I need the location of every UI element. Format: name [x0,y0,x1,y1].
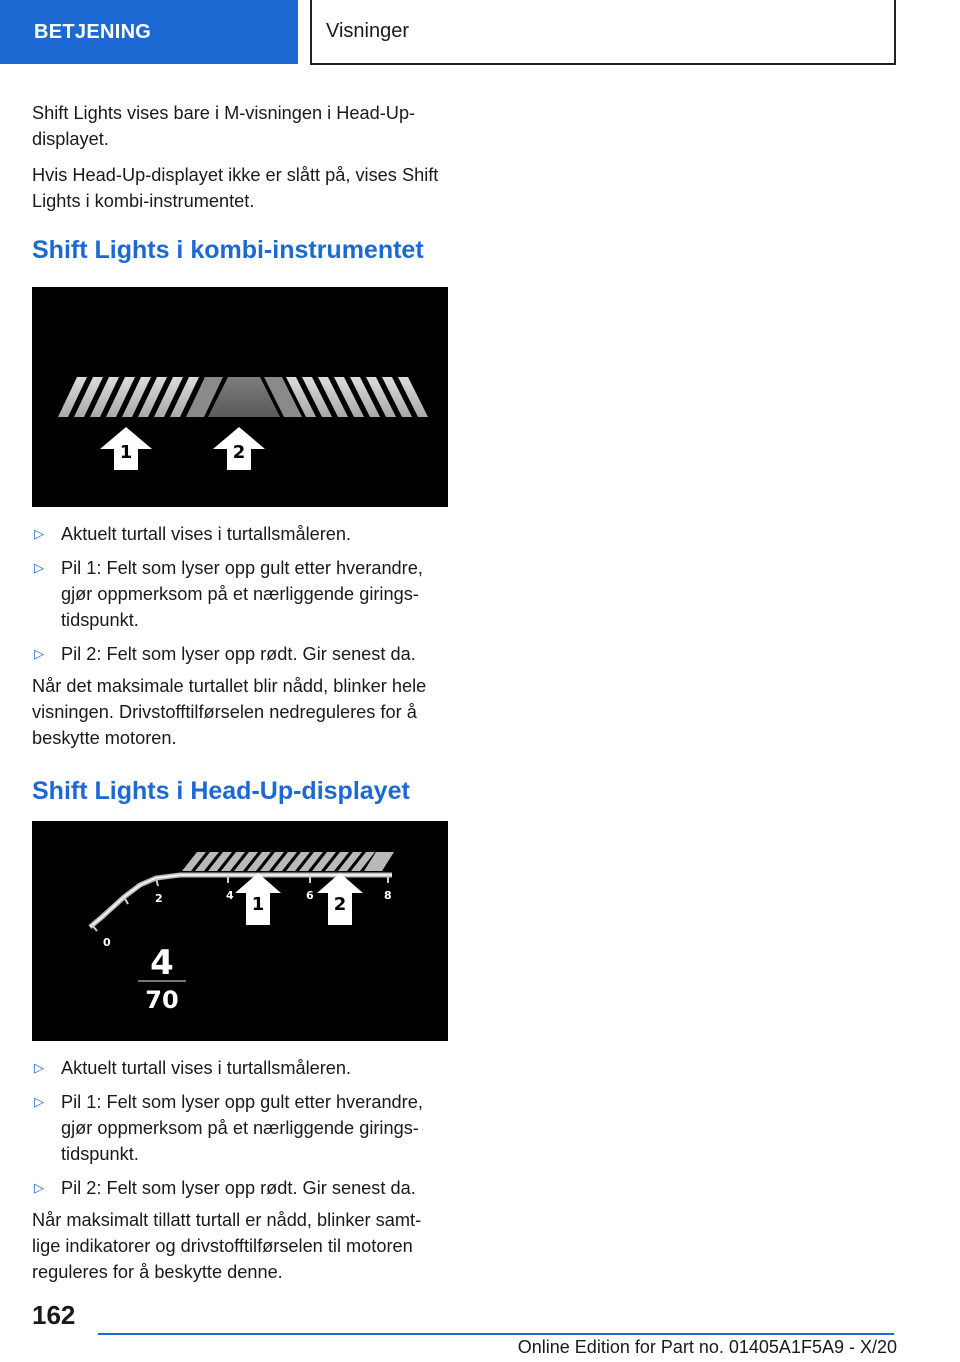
list-item: ▷ Pil 2: Felt som lyser opp rødt. Gir senest da. [32,641,448,667]
hud-shift-lights-graphic [32,821,448,1041]
right-stripe-segments [286,377,428,417]
triangle-bullet-icon: ▷ [34,526,44,541]
arrow-2-label: 2 [333,894,347,915]
intro-paragraph-1: Shift Lights vises bare i M-visningen i Head-Up-displayet. [32,103,416,149]
page-number: 162 [32,1300,76,1330]
kombi-instrument-shift-lights-figure [32,287,448,507]
arrow-1-icon [235,873,281,925]
triangle-bullet-icon: ▷ [34,1180,44,1195]
arrow-2-icon [317,873,363,925]
triangle-bullet-icon: ▷ [34,646,44,661]
hud-stripe-segments [182,852,394,871]
kombi-shift-lights-graphic [32,287,448,507]
list-item: ▷ Pil 1: Felt som lyser opp gult etter hverandre, gjør oppmerksom på et nærliggende girings-tidspunkt. [32,1089,448,1167]
footer-edition: Online Edition for Part no. 01405A1F5A9 - X/20 [517,1337,897,1357]
hud-gear-value: 4 [150,943,174,983]
scale-label-0: 0 [103,936,111,949]
section1-bullets [32,521,448,667]
header-section-tab: BETJENING [0,0,298,64]
scale-label-4: 4 [226,889,234,902]
section1-note: Når det maksimale turtallet blir nådd, blinker hele visningen. Drivstofftilførselen nedreguleres for å beskytte motoren. [32,676,427,748]
left-stripe-segments [58,377,199,417]
triangle-bullet-icon: ▷ [34,560,44,575]
scale-label-2: 2 [155,892,163,905]
hud-shift-lights-figure [32,821,448,1041]
hud-speed-value: 70 [145,986,179,1014]
list-item: ▷ Aktuelt turtall vises i turtallsmåleren. [32,521,448,547]
arrow-1-icon [100,427,152,470]
list-item: ▷ Pil 1: Felt som lyser opp gult etter hverandre, gjør oppmerksom på et nærliggende girings-tidspunkt. [32,555,448,633]
list-item: ▷ Pil 2: Felt som lyser opp rødt. Gir senest da. [32,1175,448,1201]
section2-note: Når maksimalt tillatt turtall er nådd, blinker samt-lige indikatorer og drivstofftilførselen til motoren reguleres for å beskytte denne. [32,1210,422,1282]
triangle-bullet-icon: ▷ [34,1060,44,1075]
list-item: ▷ Aktuelt turtall vises i turtallsmåleren. [32,1055,448,1081]
content-column [32,100,448,1295]
scale-label-6: 6 [306,889,314,902]
section1-heading: Shift Lights i kombi-instrumentet [32,236,424,264]
intro-paragraph-2: Hvis Head-Up-displayet ikke er slått på, vises Shift Lights i kombi-instrumentet. [32,165,439,211]
arrow-1-label: 1 [119,442,133,463]
arrow-2-label: 2 [232,442,246,463]
footer-rule [98,1333,894,1335]
arrow-2-icon [213,427,265,470]
section2-bullets [32,1055,448,1201]
scale-label-8: 8 [384,889,392,902]
header-title: Visninger [310,0,896,65]
section2-heading: Shift Lights i Head-Up-displayet [32,777,410,805]
triangle-bullet-icon: ▷ [34,1094,44,1109]
arrow-1-label: 1 [251,894,265,915]
